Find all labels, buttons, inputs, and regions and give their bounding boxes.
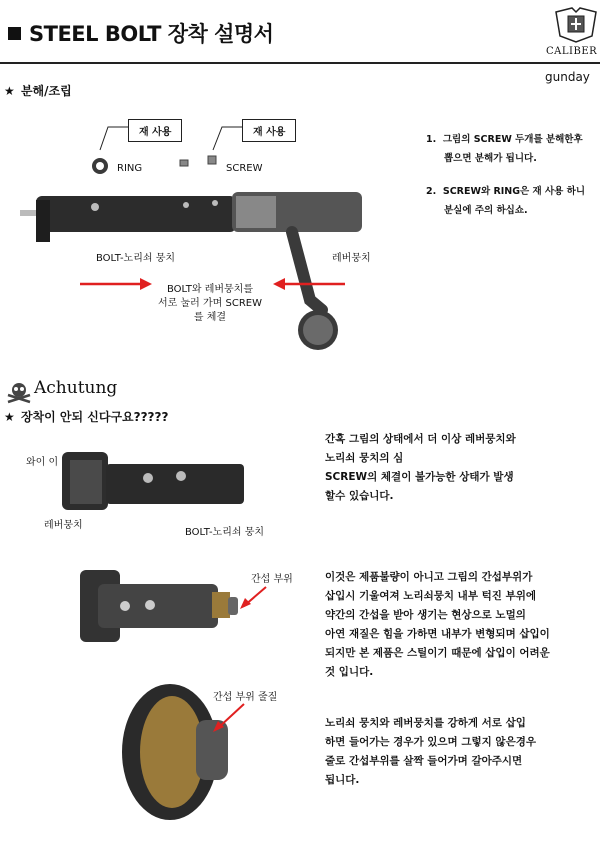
cropped-label: 와이 이 xyxy=(26,457,59,468)
title-text: STEEL BOLT 장착 설명서 xyxy=(29,22,274,46)
paragraph-3: 노리쇠 뭉치와 레버뭉치를 강하게 서로 삽입 하면 들어가는 경우가 있으며 그렇지 않은경우 줄로 간섭부위를 살짝 들어가며 갈아주시면 됩니다. xyxy=(325,717,536,786)
section-heading-disassembly: ★ 분해/조립 xyxy=(4,84,72,98)
interference-label: 간섭 부위 xyxy=(251,574,293,585)
brand-name: CALIBER xyxy=(546,46,598,57)
bolt-label-2: BOLT-노리쇠 뭉치 xyxy=(185,527,265,538)
interference-reduce-label: 간섭 부위 줄질 xyxy=(213,692,278,703)
ring-label: RING xyxy=(117,163,143,174)
note-2: 2. SCREW와 RING은 재 사용 하니 분실에 주의 하십쇼. xyxy=(426,186,586,216)
author-label: gunday xyxy=(545,70,590,84)
assembly-caption: BOLT와 레버뭉치를 서로 눌러 가며 SCREW 를 체결 xyxy=(158,284,262,323)
note-1: 1. 그림의 SCREW 두개를 분해한후 뽑으면 분해가 됩니다. xyxy=(426,134,583,164)
paragraph-1: 간혹 그림의 상태에서 더 이상 레버뭉치와 노리쇠 뭉치의 심 SCREW의 체결이 불가능한 상태가 발생 할수 있습니다. xyxy=(325,433,516,502)
section-heading-troubleshoot: ★ 장착이 안되 신다구요????? xyxy=(4,410,169,424)
paragraph-2: 이것은 제품불량이 아니고 그림의 간섭부위가 삽입시 기울여져 노리쇠뭉치 내부 턱진 부위에 약간의 간섭을 받아 생기는 현상으로 노멀의 아연 재질은 힘을 가하면 내부가 변형되며 삽입이 되지만 본 제품은 스틸이기 때문에 삽입이 어려운 것 입니다. xyxy=(325,571,550,678)
star-icon: ★ xyxy=(4,410,15,424)
screw-label: SCREW xyxy=(226,163,263,174)
lever-label-2: 레버뭉치 xyxy=(44,520,83,531)
reuse-label-ring: 재 사용 xyxy=(128,119,182,142)
star-icon: ★ xyxy=(4,84,15,98)
achtung-heading: Achutung xyxy=(34,378,118,398)
bolt-label: BOLT-노리쇠 뭉치 xyxy=(96,253,176,264)
lever-label: 레버뭉치 xyxy=(332,253,371,264)
reuse-label-screw: 재 사용 xyxy=(242,119,296,142)
